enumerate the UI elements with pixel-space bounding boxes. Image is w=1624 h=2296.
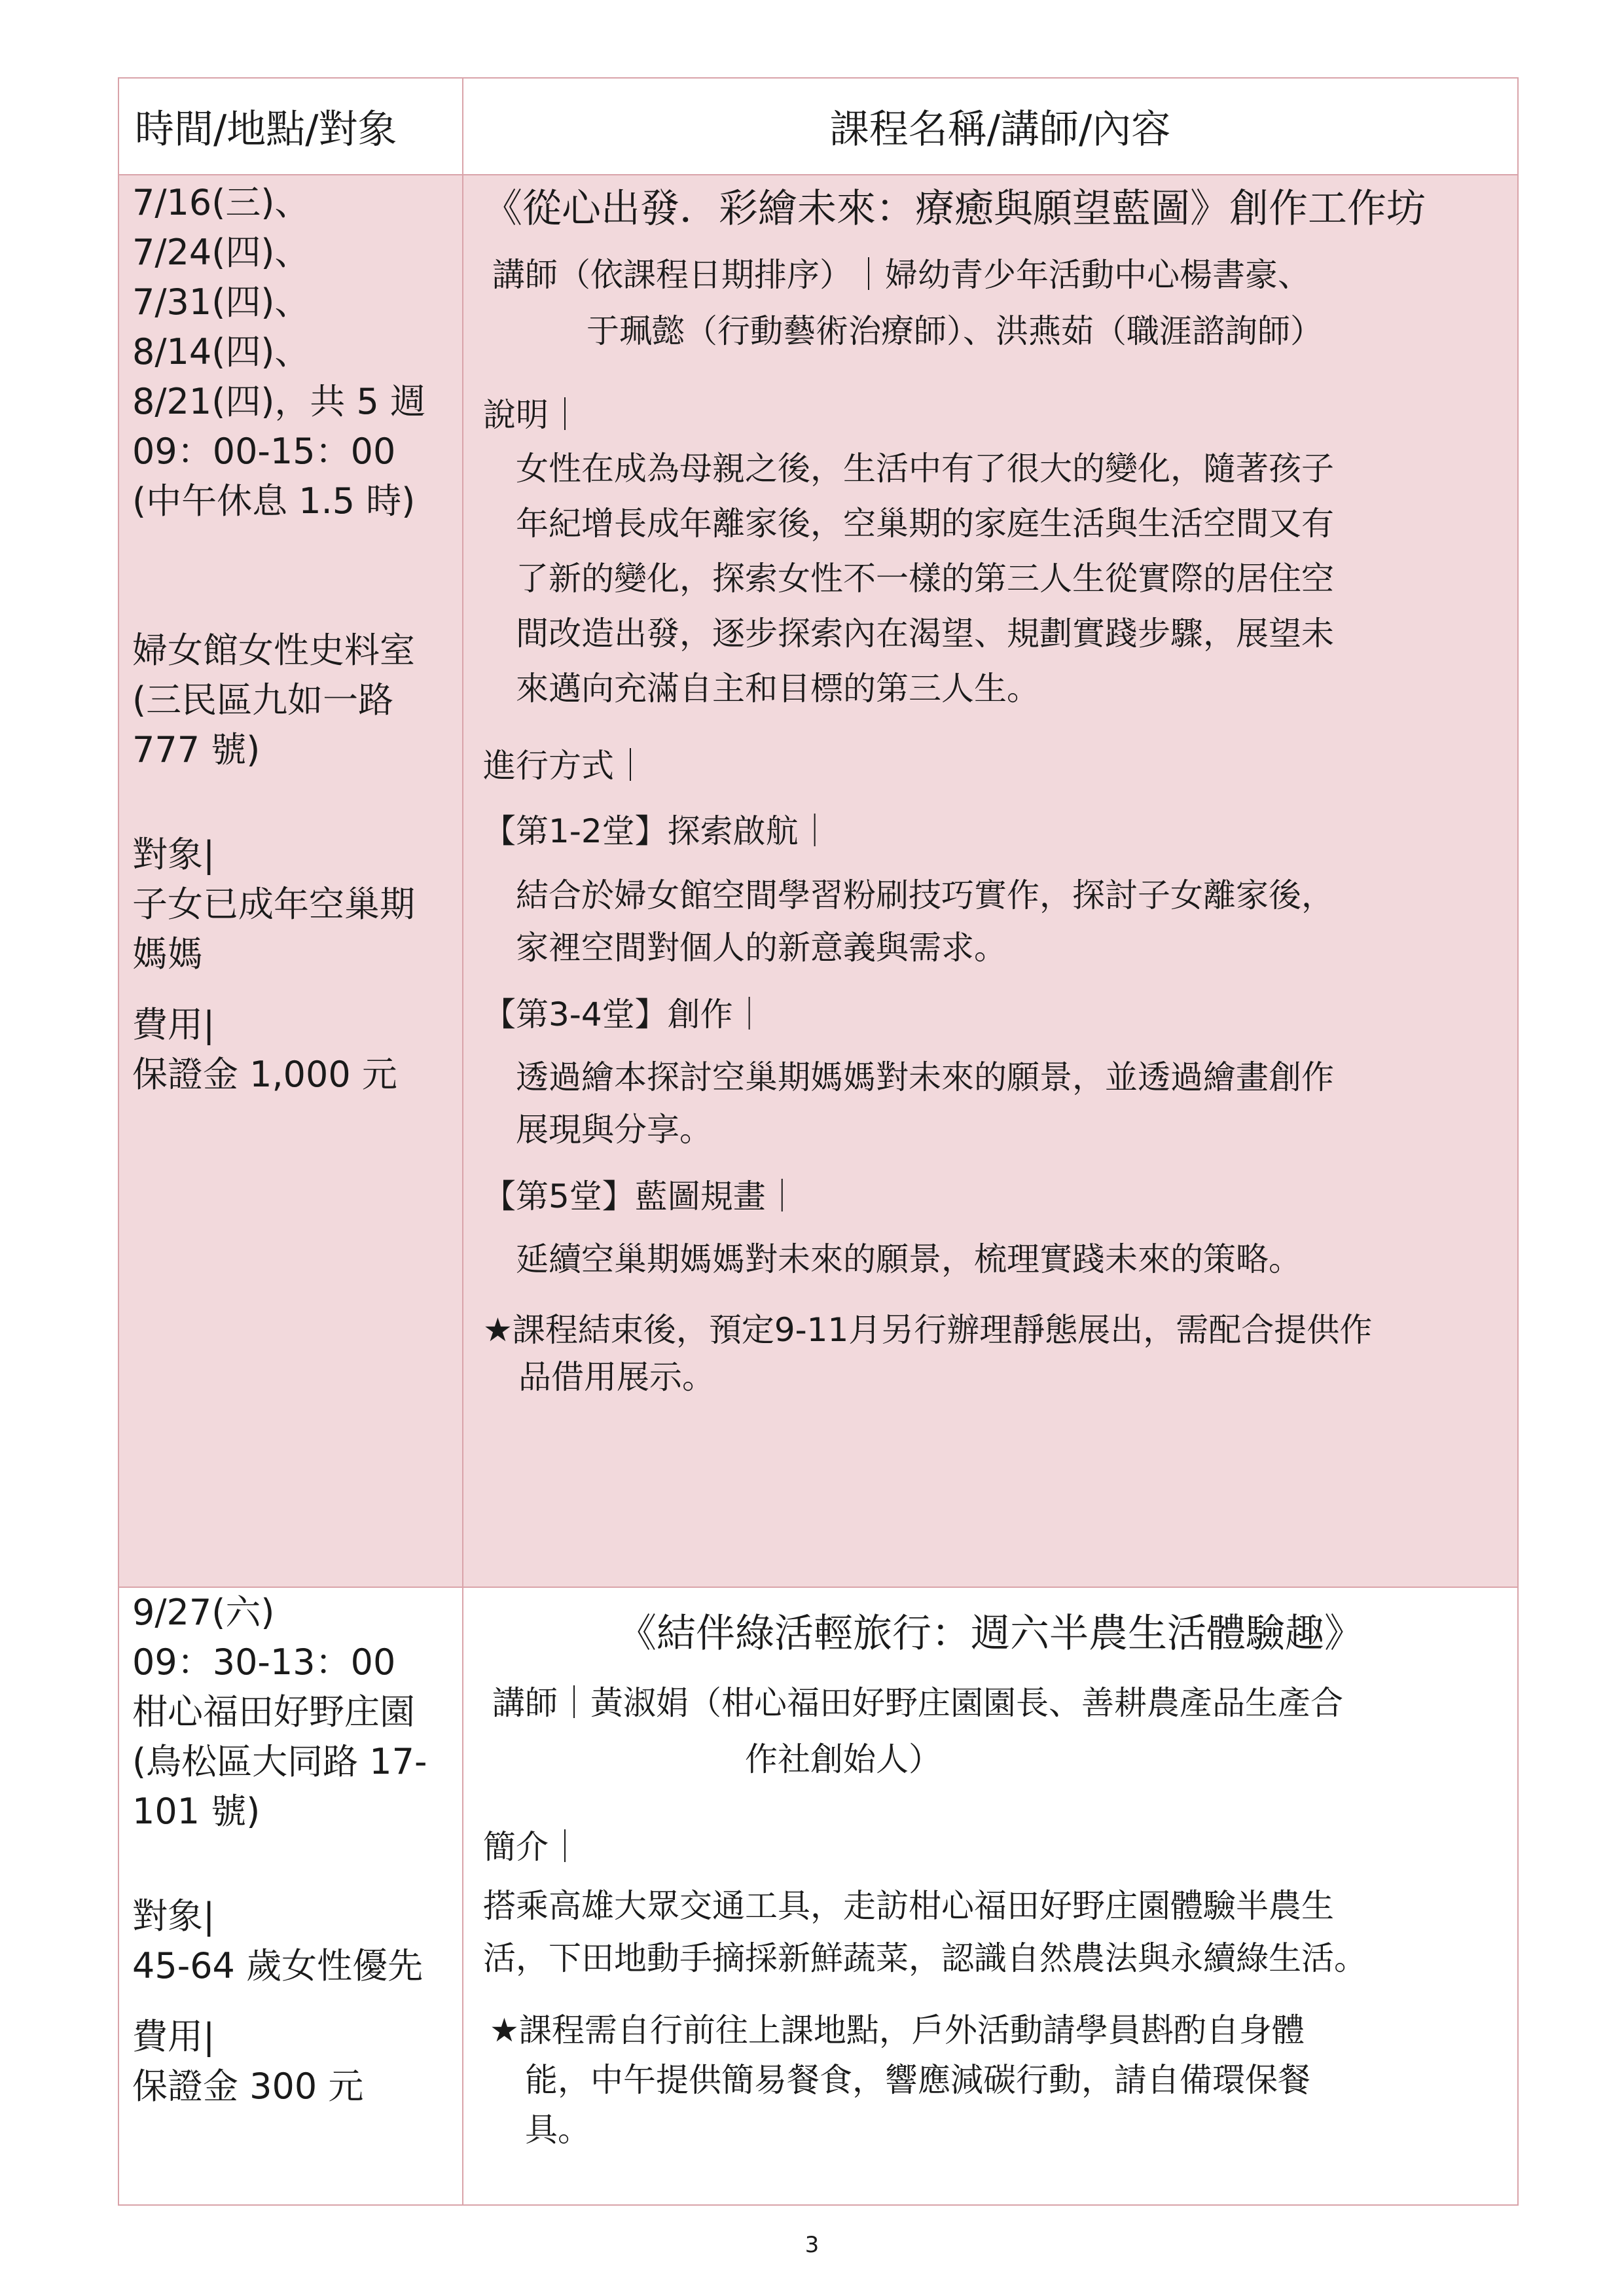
course1-desc-5: 來邁向充滿自主和目標的第三人生。 — [516, 670, 1039, 708]
course1-target-2: 媽媽 — [132, 933, 203, 975]
course2-fee-label: 費用| — [132, 2016, 215, 2057]
course1-target-1: 子女已成年空巢期 — [132, 884, 415, 925]
page-number: 3 — [804, 2232, 820, 2258]
course2-info-cell — [119, 1588, 463, 2204]
course2-target-label: 對象| — [132, 1895, 215, 1937]
course1-note-2: 品借用展示。 — [518, 1358, 715, 1396]
course1-lecturer-2: 于珮懿（行動藝術治療師）、洪燕茹（職涯諮詢師） — [586, 312, 1323, 350]
course1-fee: 保證金 1,000 元 — [132, 1054, 397, 1095]
table-header-row — [119, 79, 1517, 175]
course2-location-2: (鳥松區大同路 17- — [132, 1741, 427, 1782]
course1-date-4: 8/14(四)、 — [132, 331, 310, 372]
course1-target-label: 對象| — [132, 834, 215, 875]
course2-note-3: 具。 — [525, 2111, 590, 2149]
course1-break: (中午休息 1.5 時) — [132, 480, 416, 522]
course1-session3-line1: 延續空巢期媽媽對未來的願景，梳理實踐未來的策略。 — [516, 1240, 1301, 1278]
course2-intro-1: 搭乘高雄大眾交通工具，走訪柑心福田好野庄園體驗半農生 — [483, 1887, 1334, 1925]
course1-session2-line1: 透過繪本探討空巢期媽媽對未來的願景，並透過繪畫創作 — [516, 1058, 1334, 1096]
course1-desc-2: 年紀增長成年離家後，空巢期的家庭生活與生活空間又有 — [516, 505, 1334, 543]
course1-desc-4: 間改造出發，逐步探索內在渴望、規劃實踐步驟，展望未 — [516, 615, 1334, 653]
course-table — [118, 77, 1519, 2206]
course2-lecturer-2: 作社創始人） — [745, 1740, 941, 1778]
course1-row — [119, 175, 1517, 1588]
course2-date: 9/27(六) — [132, 1592, 275, 1633]
course1-session3-title: 【第5堂】藍圖規畫｜ — [483, 1177, 799, 1215]
course1-date-2: 7/24(四)、 — [132, 232, 310, 273]
course2-time: 09：30-13：00 — [132, 1641, 396, 1683]
course2-intro-label: 簡介｜ — [483, 1828, 581, 1866]
course1-session1-line2: 家裡空間對個人的新意義與需求。 — [516, 929, 1007, 967]
course1-desc-label: 說明｜ — [483, 396, 581, 434]
course2-target: 45-64 歲女性優先 — [132, 1945, 424, 1986]
course1-date-3: 7/31(四)、 — [132, 281, 310, 323]
header-col2: 課程名稱/講師/內容 — [829, 107, 1171, 152]
course1-content-cell — [463, 175, 1517, 1587]
course1-location-3: 777 號) — [132, 729, 261, 770]
course1-info-cell — [119, 175, 463, 1587]
course1-session2-line2: 展現與分享。 — [516, 1111, 712, 1149]
course1-location-1: 婦女館女性史料室 — [132, 630, 415, 671]
course1-session1-line1: 結合於婦女館空間學習粉刷技巧實作，探討子女離家後， — [516, 876, 1334, 914]
course2-row — [119, 1588, 1517, 2204]
course2-fee: 保證金 300 元 — [132, 2066, 364, 2107]
course1-title: 《從心出發．彩繪未來：療癒與願望藍圖》創作工作坊 — [483, 186, 1426, 232]
course1-date-5: 8/21(四)，共 5 週 — [132, 381, 426, 422]
course2-note-2: 能，中午提供簡易餐食，響應減碳行動，請自備環保餐 — [525, 2061, 1310, 2099]
course2-title: 《結伴綠活輕旅行：週六半農生活體驗趣》 — [617, 1611, 1363, 1657]
course1-location-2: (三民區九如一路 — [132, 679, 394, 721]
course1-lecturer-1: 講師（依課程日期排序）｜婦幼青少年活動中心楊書豪、 — [492, 256, 1310, 294]
course1-note-1: ★課程結束後，預定9-11月另行辦理靜態展出，需配合提供作 — [483, 1311, 1373, 1349]
course1-session1-title: 【第1-2堂】探索啟航｜ — [483, 812, 831, 850]
course1-session2-title: 【第3-4堂】創作｜ — [483, 996, 766, 1033]
course1-time: 09：00-15：00 — [132, 431, 396, 472]
course2-note-1: ★課程需自行前往上課地點，戶外活動請學員斟酌自身體 — [490, 2011, 1305, 2049]
course1-desc-1: 女性在成為母親之後，生活中有了很大的變化，隨著孩子 — [516, 450, 1334, 488]
course2-intro-2: 活，下田地動手摘採新鮮蔬菜，認識自然農法與永續綠生活。 — [483, 1939, 1367, 1977]
course1-date-1: 7/16(三)、 — [132, 182, 310, 223]
course1-desc-3: 了新的變化，探索女性不一樣的第三人生從實際的居住空 — [516, 560, 1334, 598]
course2-location-3: 101 號) — [132, 1791, 261, 1832]
course1-method-label: 進行方式｜ — [483, 747, 647, 785]
course1-fee-label: 費用| — [132, 1004, 215, 1045]
course2-lecturer-1: 講師｜黃淑娟（柑心福田好野庄園園長、善耕農產品生產合 — [492, 1684, 1343, 1722]
course2-location-1: 柑心福田好野庄園 — [132, 1691, 415, 1732]
course2-content-cell — [463, 1588, 1517, 2204]
header-col1: 時間/地點/對象 — [119, 79, 463, 174]
